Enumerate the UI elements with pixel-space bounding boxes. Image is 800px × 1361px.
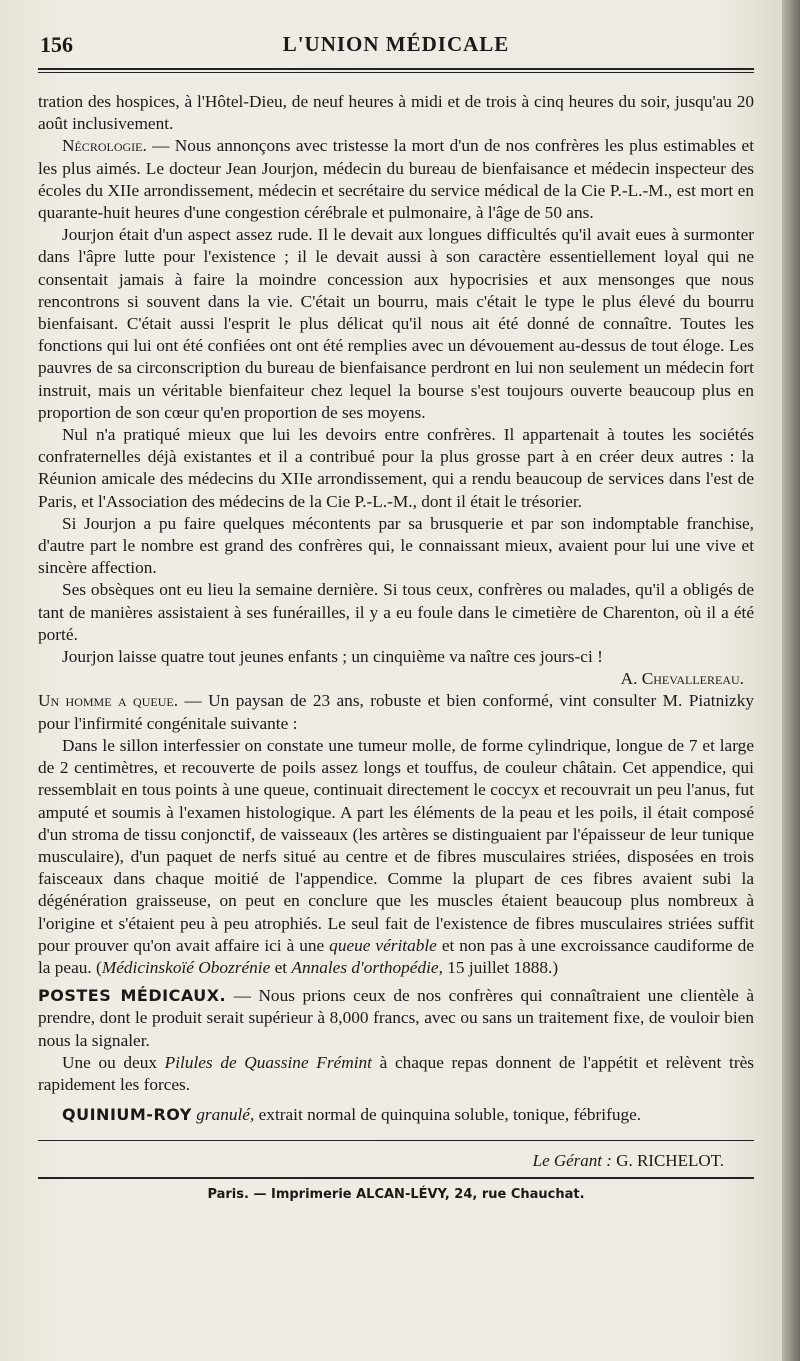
page-footer xyxy=(38,1140,754,1202)
product-name-quinium: QUINIUM-ROY xyxy=(62,1105,192,1125)
product-name: Pilules de Quassine Frémint xyxy=(164,1052,372,1072)
paragraph-text: et xyxy=(270,957,292,977)
paragraph-text: et non pas à une excroissance caudiforme de la peau. ( xyxy=(38,935,754,977)
paragraph-text: Si Jourjon a pu faire quelques mécontents par sa brusquerie et par son indomptable franchise, d'autre part le nombre est grand des confrères qui, le connaissant mieux, avaient pour lui une vive et sincère affection. xyxy=(38,513,754,578)
gerant-name: G. RICHELOT. xyxy=(616,1151,724,1171)
section-lead-homme-a-queue: Un homme a queue. xyxy=(38,691,179,711)
page-header xyxy=(38,28,754,68)
paragraph-necrologie xyxy=(38,135,754,224)
paragraph-text: Dans le sillon interfessier on constate une tumeur molle, de forme cylindrique, longue de 7 et large de 2 centimètres, et recouverte de poils assez longs et touffus, de couleur châtain. Cet appendice, qui ressemblait en tous points à une queue, continuait directement le coccyx et recouvrait un peu l'anus, fut amputé et soumis à l'examen histologique. A part les éléments de la peau et les poils, il était composé d'un stroma de tissu conjonctif, de vaisseaux (les artères se distinguaient par l'épaisseur de leur tunique musculaire), d'un paquet de nerfs situé au centre et de fibres musculaires striées, disposées en trois faisceaux dans chaque moitié de l'appendice. Comme la plupart de ces fibres avaient subi la dégénération graisseuse, on peut en conclure que les muscles étaient beaucoup plus nombreux à l'origine et s'étaient peu à peu atrophiés. Le seul fait de l'existence de fibres musculaires striées suffit pour prouver qu'on avait affaire ici à une xyxy=(38,735,754,955)
paragraph-text: extrait normal de quinquina soluble, tonique, fébrifuge. xyxy=(254,1105,642,1125)
paragraph-jourjon-societies xyxy=(38,424,754,513)
gerant-line xyxy=(38,1151,754,1171)
journal-title: Médicinskoïé Obozrénie xyxy=(101,957,271,977)
paragraph-text: Une ou deux xyxy=(62,1052,165,1072)
paragraph-text: Ses obsèques ont eu lieu la semaine dernière. Si tous ceux, confrères ou malades, qu'il a obligés de tant de manières assistaient à ses funérailles, il y a eu foule dans le cimetière de Charenton, où il a été porté. xyxy=(38,580,754,644)
paragraph-jourjon-character xyxy=(38,224,754,424)
footer-rule xyxy=(38,1177,754,1179)
signature-chevallereau: A. Chevallereau. xyxy=(620,669,744,689)
italic-phrase: queue véritable xyxy=(329,935,437,955)
footer-rule-top xyxy=(38,1140,754,1141)
paragraph-postes-medicaux xyxy=(38,985,754,1052)
paragraph-enfants xyxy=(38,646,754,668)
section-lead-postes-medicaux: POSTES MÉDICAUX. xyxy=(38,986,227,1006)
paragraph-homme-a-queue xyxy=(38,690,754,734)
header-rule xyxy=(38,68,754,73)
section-lead-necrologie: Nécrologie. xyxy=(62,136,147,156)
paragraph-pilules xyxy=(38,1052,754,1096)
gerant-label: Le Gérant : xyxy=(532,1151,612,1171)
paragraph-text: tration des hospices, à l'Hôtel-Dieu, de neuf heures à midi et de trois à cinq heures du soir, jusqu'au 20 août inclusivement. xyxy=(38,92,754,134)
paragraph-text: Jourjon était d'un aspect assez rude. Il le devait aux longues difficultés qu'il avait eues à surmonter dans l'âpre lutte pour l'existence ; il le devait aussi à son caractère essentiellement loyal qui ne consentait jamais à faire la moindre concession aux hypocrisies et aux mensonges que nous rencontrons si souvent dans la vie. C'était un bourru, mais c'était le type le plus élevé du bourru bienfaisant. C'était aussi l'esprit le plus délicat qu'il nous ait été donné de connaître. Toutes les fonctions qui lui ont été confiées ont ont été remplies avec un dévouement au-dessus de tout éloge. Les pauvres de sa circonscription du bureau de bienfaisance perdront en lui non seulement un médecin fort instruit, mais un véritable bienfaiteur chez lequel la bourse s'est toujours ouverte beaucoup plus en proportion de son cœur qu'en proportion de ses moyens. xyxy=(38,225,754,422)
paragraph-description-appendice xyxy=(38,735,754,979)
journal-title: Annales d'orthopédie xyxy=(291,957,439,977)
running-title: L'UNION MÉDICALE xyxy=(282,32,510,56)
printer-imprint: Paris. — Imprimerie ALCAN-LÉVY, 24, rue Chauchat. xyxy=(207,1187,585,1203)
product-form: granulé, xyxy=(196,1105,255,1125)
article-body xyxy=(38,91,754,1126)
page-edge-shadow xyxy=(782,0,800,1361)
paragraph-continuation xyxy=(38,91,754,135)
paragraph-text: , 15 juillet 1888.) xyxy=(438,957,559,977)
paragraph-jourjon-franchise xyxy=(38,513,754,580)
paragraph-text: Nul n'a pratiqué mieux que lui les devoirs entre confrères. Il appartenait à toutes les sociétés confraternelles déjà existantes et il a contribué pour la plus grosse part à en créer deux autres : la Réunion amicale des médecins du XIIe arrondissement, qui a rendu beaucoup de services dans l'est de Paris, et l'Association des médecins de la Cie P.-L.-M., dont il était le trésorier. xyxy=(38,425,754,511)
paragraph-text: — Un paysan de 23 ans, robuste et bien conformé, vint consulter M. Piatnizky pour l'infirmité congénitale suivante : xyxy=(38,691,754,733)
paragraph-text: Jourjon laisse quatre tout jeunes enfants ; un cinquième va naître ces jours-ci ! xyxy=(62,647,603,667)
paragraph-text: — Nous annonçons avec tristesse la mort d'un de nos confrères les plus estimables et les plus aimés. Le docteur Jean Jourjon, médecin du bureau de bienfaisance et médecin inspecteur des écoles du XIIe arrondissement, médecin et secrétaire du service médical de la Cie P.-L.-M., est mort en quarante-huit heures d'une congestion cérébrale et pulmonaire, à l'âge de 50 ans. xyxy=(38,136,754,223)
paragraph-text: — Nous prions ceux de nos confrères qui connaîtraient une clientèle à prendre, dont le produit serait supérieur à 8,000 francs, avec ou sans un traitement fixe, de vouloir bien nous la signaler. xyxy=(38,986,754,1050)
page-number: 156 xyxy=(40,32,73,57)
paragraph-text: à chaque repas donnent de l'appétit et relèvent très rapidement les forces. xyxy=(38,1052,754,1094)
paragraph-obseques xyxy=(38,579,754,646)
paragraph-quinium xyxy=(38,1104,754,1126)
